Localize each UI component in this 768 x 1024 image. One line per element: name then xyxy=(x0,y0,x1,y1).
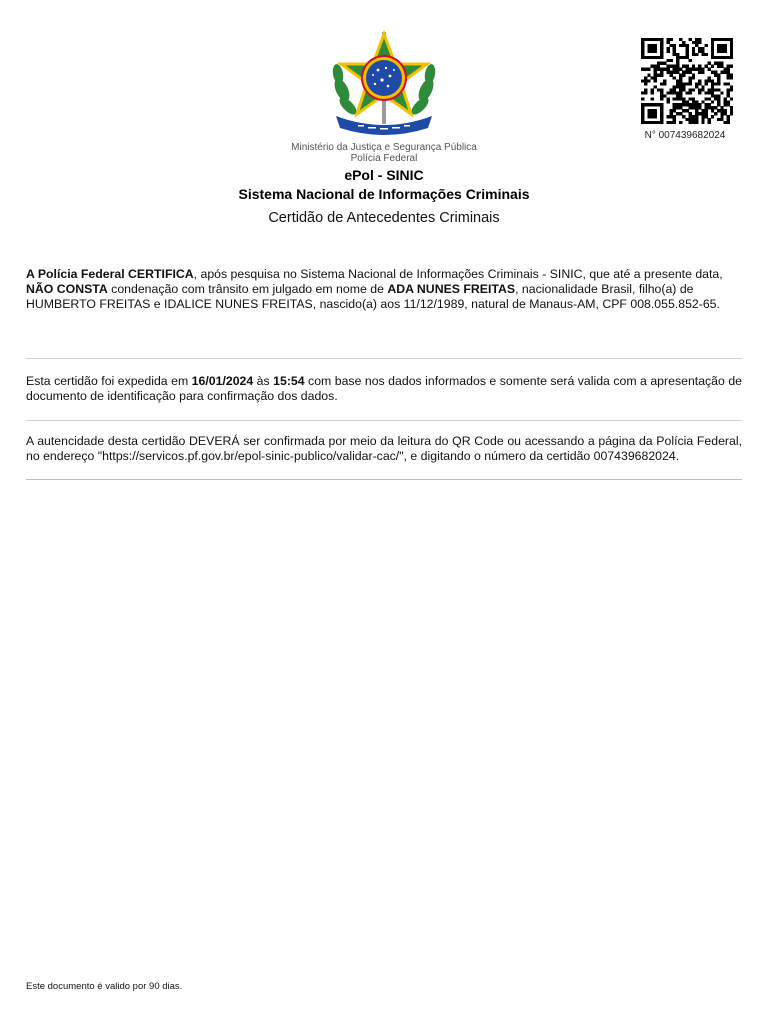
brazil-coat-of-arms-icon xyxy=(328,30,440,138)
system-short-name: ePol - SINIC xyxy=(344,167,424,183)
certificate-number: N° 007439682024 xyxy=(644,130,726,141)
divider xyxy=(26,479,742,480)
certification-paragraph: A Polícia Federal CERTIFICA, após pesquisa no Sistema Nacional de Informações Criminais - SINIC, que até a presente data, NÃO CONSTA condenação com trânsito em julgado em nome de ADA NUNES FREITAS, nacionalidade Brasil, filho(a) de HUMBERTO FREITAS e IDALICE NUNES FREITAS, nascido(a) aos 11/12/1989, natural de Manaus-AM, CPF 008.055.852-65. xyxy=(26,267,723,311)
issuance-paragraph: Esta certidão foi expedida em 16/01/2024 às 15:54 com base nos dados informados e somente será valida com a apresentação de documento de identificação para confirmação dos dados. xyxy=(26,374,743,403)
authenticity-paragraph: A autencidade desta certidão DEVERÁ ser confirmada por meio da leitura do QR Code ou acessando a página da Polícia Federal, no endereço "https://servicos.pf.gov.br/epol-sinic-publico/validar-cac/", e digitando o número da certidão 007439682024. xyxy=(26,434,742,463)
system-full-name: Sistema Nacional de Informações Criminais xyxy=(238,186,530,202)
ministry-name: Ministério da Justiça e Segurança Pública xyxy=(291,142,477,153)
issue-date: 16/01/2024 xyxy=(191,374,254,388)
subject-name: ADA NUNES FREITAS xyxy=(387,282,516,296)
issue-time: 15:54 xyxy=(273,374,305,388)
qr-code-icon[interactable] xyxy=(641,38,733,124)
record-status: NÃO CONSTA xyxy=(26,282,108,296)
agency-name: Polícia Federal xyxy=(350,153,418,164)
certifying-authority: A Polícia Federal CERTIFICA xyxy=(26,267,194,281)
validity-note: Este documento é valido por 90 dias. xyxy=(26,981,183,992)
divider xyxy=(26,358,742,359)
document-title: Certidão de Antecedentes Criminais xyxy=(268,210,500,226)
divider xyxy=(26,420,742,421)
